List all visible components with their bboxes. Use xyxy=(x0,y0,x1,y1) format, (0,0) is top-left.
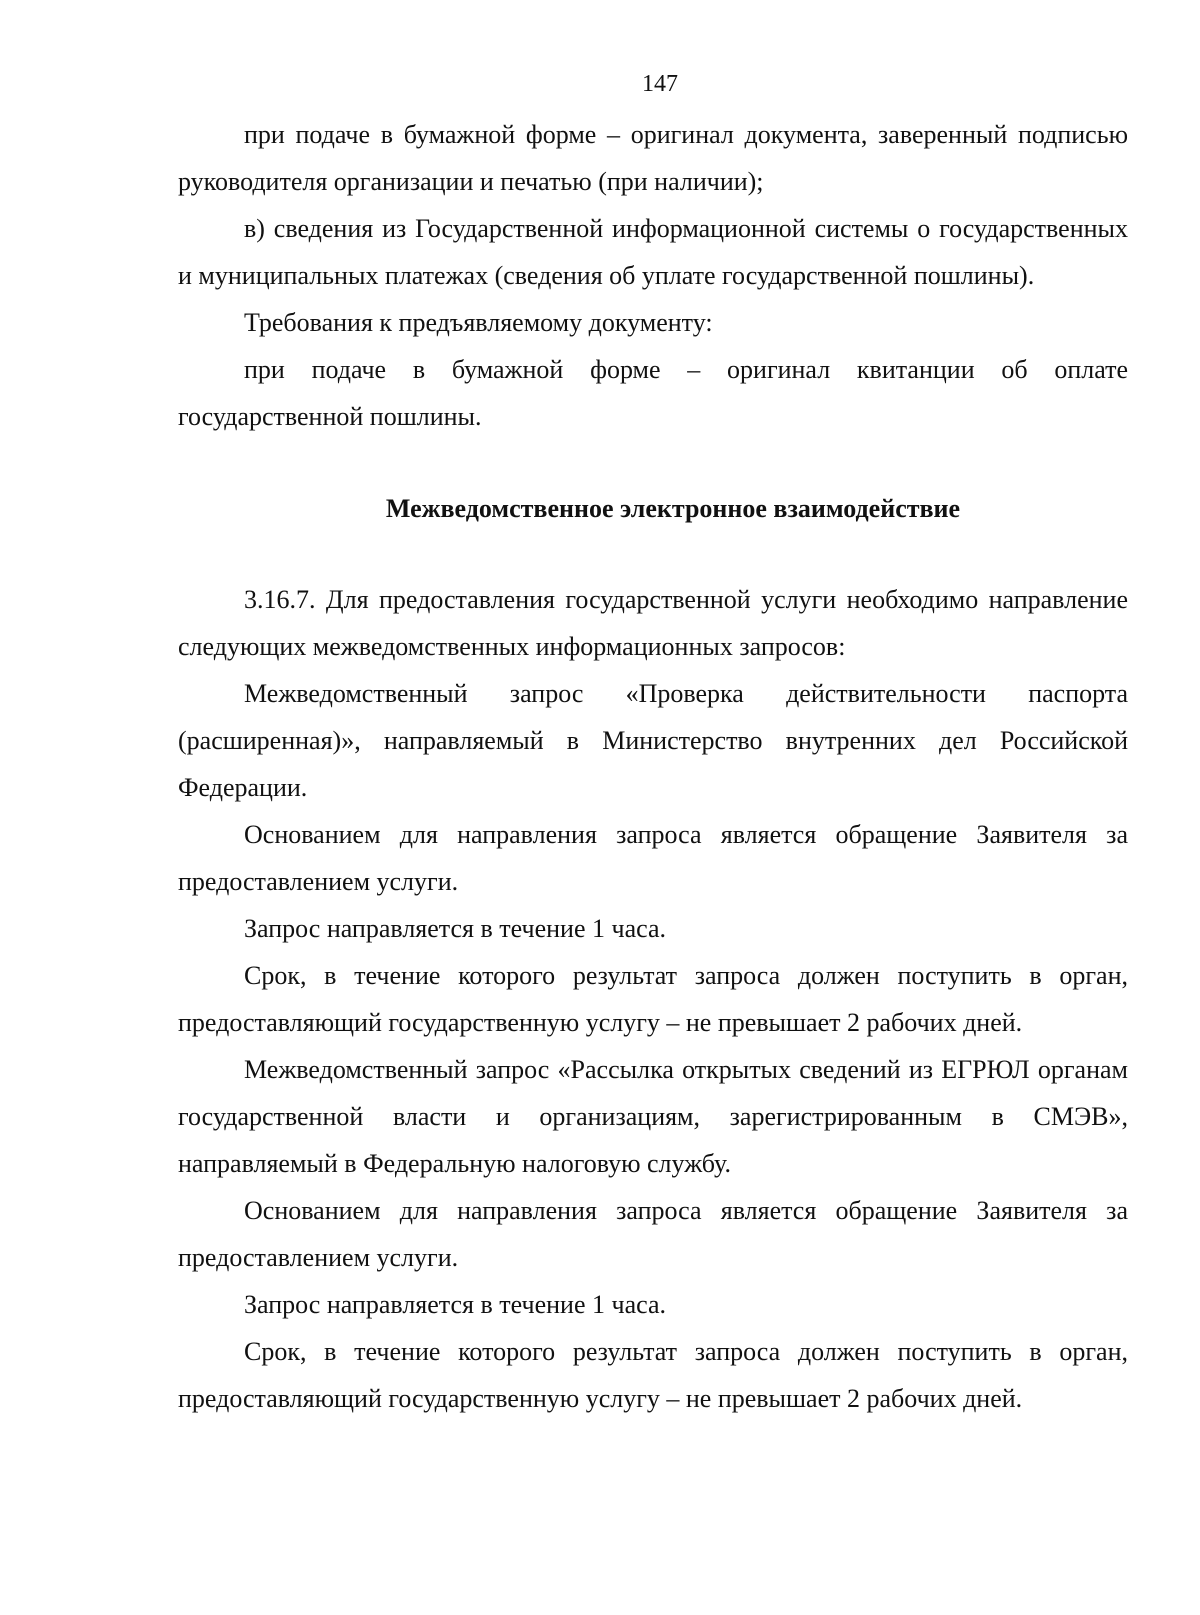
paragraph: 3.16.7. Для предоставления государственной услуги необходимо направление следующих межведомственных информационных запросов: xyxy=(178,585,1128,661)
page-number: 147 xyxy=(642,71,678,97)
paragraph: Межведомственный запрос «Проверка действительности паспорта (расширенная)», направляемый в Министерство внутренних дел Российской Федерации. xyxy=(178,679,1128,802)
section-heading: Межведомственное электронное взаимодействие xyxy=(385,494,961,523)
paragraph: Запрос направляется в течение 1 часа. xyxy=(244,914,667,943)
paragraph: Срок, в течение которого результат запроса должен поступить в орган, предоставляющий государственную услугу – не превышает 2 рабочих дней. xyxy=(178,1337,1128,1413)
paragraph: при подаче в бумажной форме – оригинал документа, заверенный подписью руководителя организации и печатью (при наличии); xyxy=(178,120,1128,196)
paragraph: при подаче в бумажной форме – оригинал квитанции об оплате государственной пошлины. xyxy=(178,355,1128,431)
paragraph: Основанием для направления запроса является обращение Заявителя за предоставлением услуги. xyxy=(178,1196,1128,1272)
paragraph: в) сведения из Государственной информационной системы о государственных и муниципальных платежах (сведения об уплате государственной пошлины). xyxy=(178,214,1128,290)
paragraph: Основанием для направления запроса является обращение Заявителя за предоставлением услуги. xyxy=(178,820,1128,896)
paragraph: Межведомственный запрос «Рассылка открытых сведений из ЕГРЮЛ органам государственной власти и организациям, зарегистрированным в СМЭВ», направляемый в Федеральную налоговую службу. xyxy=(178,1055,1128,1178)
document-body xyxy=(178,111,1128,1422)
paragraph: Запрос направляется в течение 1 часа. xyxy=(244,1290,667,1319)
paragraph: Срок, в течение которого результат запроса должен поступить в орган, предоставляющий государственную услугу – не превышает 2 рабочих дней. xyxy=(178,961,1128,1037)
paragraph: Требования к предъявляемому документу: xyxy=(244,308,713,337)
